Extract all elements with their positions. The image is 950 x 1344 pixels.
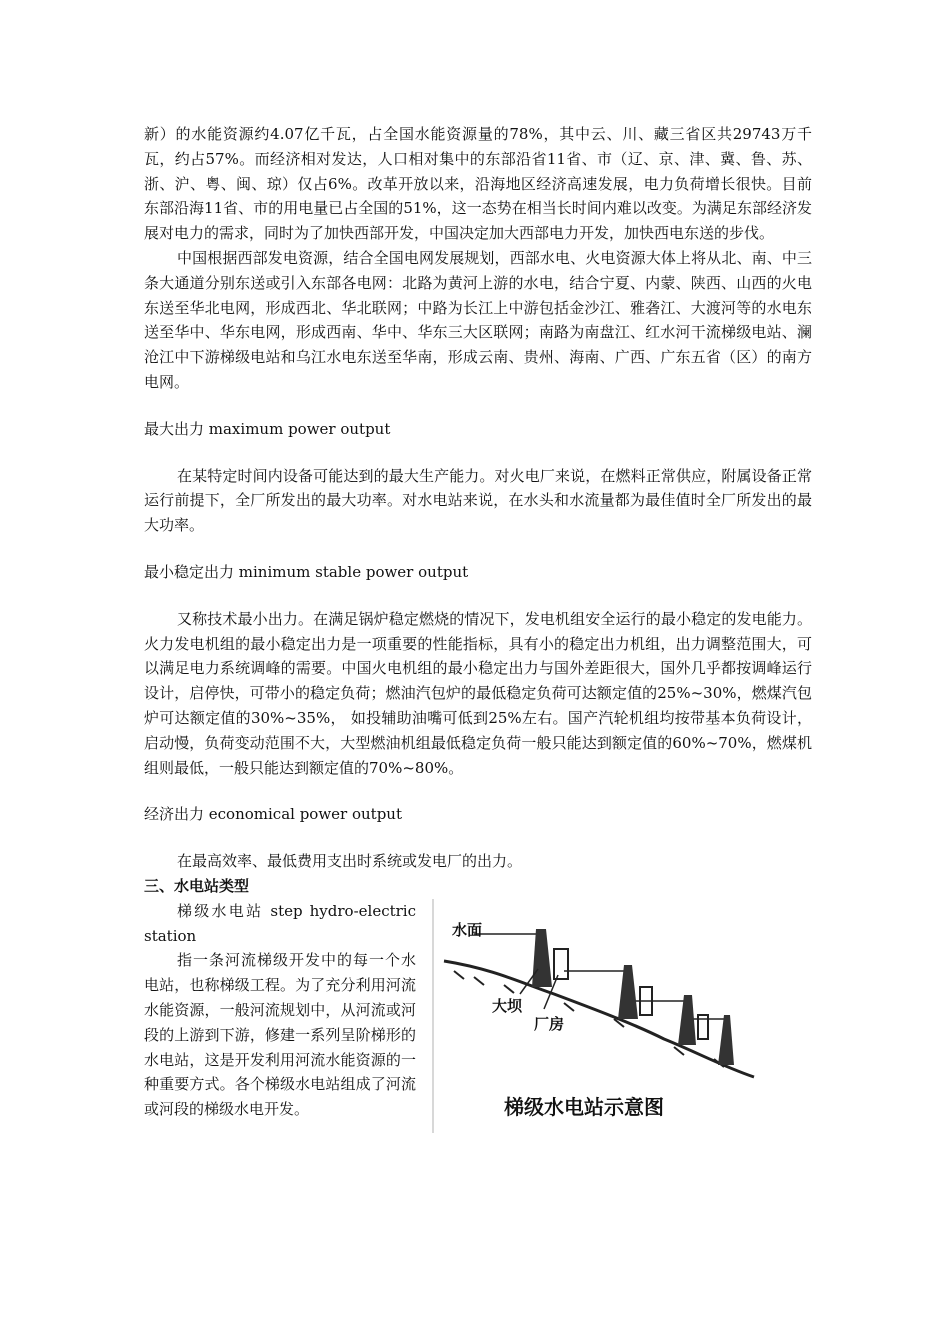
term-min-output-definition: 又称技术最小出力。在满足锅炉稳定燃烧的情况下，发电机组安全运行的最小稳定的发电能力。火力发电机组的最小稳定出力是一项重要的性能指标，具有小的稳定出力机组，出力调整范围大，可以满足电力系统调峰的需要。中国火电机组的最小稳定出力与国外差距很大，国外几乎都按调峰运行设计，启停快，可带小的稳定负荷；燃油汽包炉的最低稳定负荷可达额定值的25%~30%，燃煤汽包炉可达额定值的30%~35%， 如投辅助油嘴可低到25%左右。国产汽轮机组均按带基本负荷设计，启动慢，负荷变动范围不大，大型燃油机组最低稳定负荷一般只能达到额定值的60%~70%，燃煤机组则最低，一般只能达到额定值的70%~80%。 bbox=[144, 609, 812, 777]
label-water-surface: 水面 bbox=[452, 920, 483, 939]
document-page bbox=[144, 122, 812, 1122]
step-station-definition: 指一条河流梯级开发中的每一个水电站，也称梯级工程。为了充分利用河流水能资源，一般河流规划中，从河流或河段的上游到下游，修建一系列呈阶梯形的水电站，这是开发利用河流水能资源的一种重要方式。各个梯级水电站组成了河流或河段的梯级水电开发。 bbox=[144, 951, 416, 1119]
label-dam: 大坝 bbox=[492, 996, 523, 1015]
term-eco-output-definition: 在最高效率、最低费用支出时系统或发电厂的出力。 bbox=[177, 852, 523, 871]
power-house-1 bbox=[554, 949, 568, 979]
dam-2 bbox=[618, 965, 638, 1019]
term-max-output-definition: 在某特定时间内设备可能达到的最大生产能力。对火电厂来说，在燃料正常供应，附属设备正常运行前提下，全厂所发出的最大功率。对水电站来说，在水头和水流量都为最佳值时全厂所发出的最大功率。 bbox=[144, 466, 812, 535]
step-station-section bbox=[144, 899, 812, 1122]
dam-4 bbox=[718, 1015, 734, 1065]
figure-caption: 梯级水电站示意图 bbox=[504, 1094, 664, 1119]
dam-3 bbox=[678, 995, 696, 1045]
dam-1 bbox=[532, 929, 552, 987]
paragraph-power-transmission: 中国根据西部发电资源，结合全国电网发展规划，西部水电、火电资源大体上将从北、南、中三条大通道分别东送或引入东部各电网：北路为黄河上游的水电，结合宁夏、内蒙、陕西、山西的火电东送至华北电网，形成西北、华北联网；中路为长江上中游包括金沙江、雅砻江、大渡河等的水电东送至华中、华东电网，形成西南、华中、华东三大区联网；南路为南盘江、红水河干流梯级电站、澜沧江中下游梯级电站和乌江水电东送至华南，形成云南、贵州、海南、广西、广东五省（区）的南方电网。 bbox=[144, 248, 812, 391]
term-eco-output-title: 经济出力 economical power output bbox=[144, 805, 402, 824]
section-heading: 三、水电站类型 bbox=[144, 876, 250, 895]
step-station-title: 梯级水电站 step hydro-electric station bbox=[144, 901, 416, 945]
paragraph-west-resources: 新）的水能资源约4.07亿千瓦，占全国水能资源量的78%，其中云、川、藏三省区共29743万千瓦，约占57%。而经济相对发达，人口相对集中的东部沿省11省、市（辽、京、津、冀、鲁、苏、浙、沪、粤、闽、琼）仅占6%。改革开放以来，沿海地区经济高速发展，电力负荷增长很快。目前东部沿海11省、市的用电量已占全国的51%，这一态势在相当长时间内难以改变。为满足东部经济发展对电力的需求，同时为了加快西部开发，中国决定加大西部电力开发，加快西电东送的步伐。 bbox=[144, 125, 812, 243]
term-min-output-title: 最小稳定出力 minimum stable power output bbox=[144, 562, 469, 581]
label-power-house: 厂房 bbox=[534, 1014, 565, 1033]
step-station-figure bbox=[432, 899, 764, 1133]
cascade-diagram bbox=[434, 899, 764, 1089]
term-max-output-title: 最大出力 maximum power output bbox=[144, 419, 391, 438]
step-station-text bbox=[144, 899, 416, 1122]
